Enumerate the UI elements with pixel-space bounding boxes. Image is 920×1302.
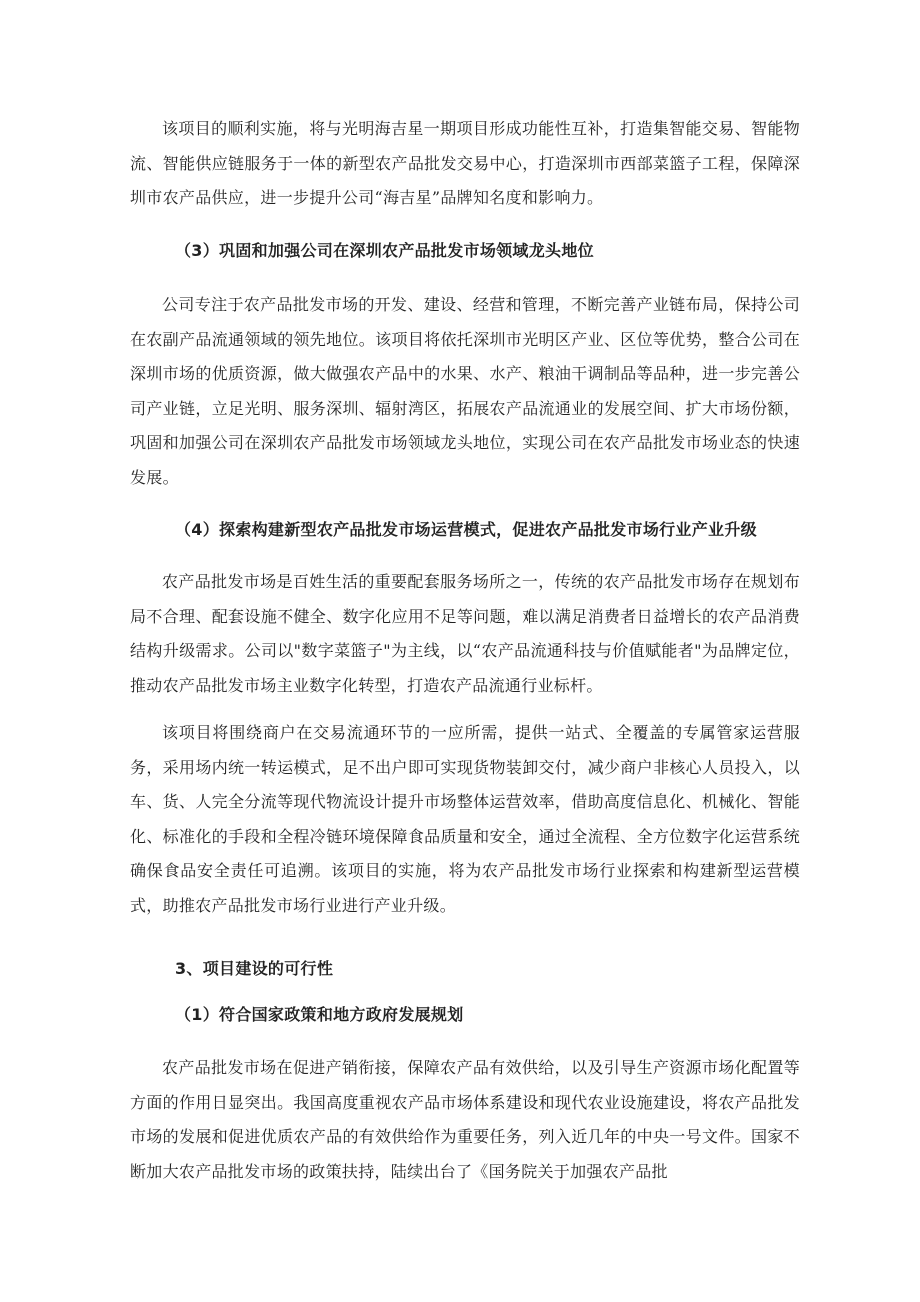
paragraph-text: 该项目的顺利实施，将与光明海吉星一期项目形成功能性互补，打造集智能交易、智能物流、智能供应链服务于一体的新型农产品批发交易中心，打造深圳市西部菜篮子工程，保障深圳市农产品供应，进一步提升公司“海吉星”品牌知名度和影响力。 bbox=[130, 119, 800, 207]
heading-new-operation-model: （4）探索构建新型农产品批发市场运营模式，促进农产品批发市场行业产业升级 bbox=[175, 520, 757, 539]
heading-consolidate-leadership: （3）巩固和加强公司在深圳农产品批发市场领域龙头地位 bbox=[175, 241, 594, 260]
section-heading-feasibility: 3、项目建设的可行性 bbox=[175, 959, 334, 978]
paragraph-project-services bbox=[130, 716, 800, 923]
paragraph-text: 农产品批发市场是百姓生活的重要配套服务场所之一，传统的农产品批发市场存在规划布局不合理、配套设施不健全、数字化应用不足等问题，难以满足消费者日益增长的农产品消费结构升级需求。公司以"数字菜篮子"为主线，以“农产品流通科技与价值赋能者"为品牌定位，推动农产品批发市场主业数字化转型，打造农产品流通行业标杆。 bbox=[130, 572, 800, 695]
paragraph-policy-support bbox=[130, 1051, 800, 1189]
heading-policy-alignment: （1）符合国家政策和地方政府发展规划 bbox=[175, 1005, 464, 1024]
paragraph-market-importance bbox=[130, 565, 800, 703]
paragraph-text: 农产品批发市场在促进产销衔接，保障农产品有效供给，以及引导生产资源市场化配置等方面的作用日显突出。我国高度重视农产品市场体系建设和现代农业设施建设，将农产品批发市场的发展和促进优质农产品的有效供给作为重要任务，列入近几年的中央一号文件。国家不断加大农产品批发市场的政策扶持，陆续出台了《国务院关于加强农产品批 bbox=[130, 1058, 800, 1181]
paragraph-text: 该项目将围绕商户在交易流通环节的一应所需，提供一站式、全覆盖的专属管家运营服务，采用场内统一转运模式，足不出户即可实现货物装卸交付，减少商户非核心人员投入，以车、货、人完全分流等现代物流设计提升市场整体运营效率，借助高度信息化、机械化、智能化、标准化的手段和全程冷链环境保障食品质量和安全，通过全流程、全方位数字化运营系统确保食品安全责任可追溯。该项目的实施，将为农产品批发市场行业探索和构建新型运营模式，助推农产品批发市场行业进行产业升级。 bbox=[130, 723, 800, 915]
paragraph-company-focus bbox=[130, 288, 800, 495]
paragraph-text: 公司专注于农产品批发市场的开发、建设、经营和管理，不断完善产业链布局，保持公司在农副产品流通领域的领先地位。该项目将依托深圳市光明区产业、区位等优势，整合公司在深圳市场的优质资源，做大做强农产品中的水果、水产、粮油干调制品等品种，进一步完善公司产业链，立足光明、服务深圳、辐射湾区，拓展农产品流通业的发展空间、扩大市场份额，巩固和加强公司在深圳农产品批发市场领域龙头地位，实现公司在农产品批发市场业态的快速发展。 bbox=[130, 295, 800, 487]
paragraph-brand-influence bbox=[130, 112, 800, 216]
